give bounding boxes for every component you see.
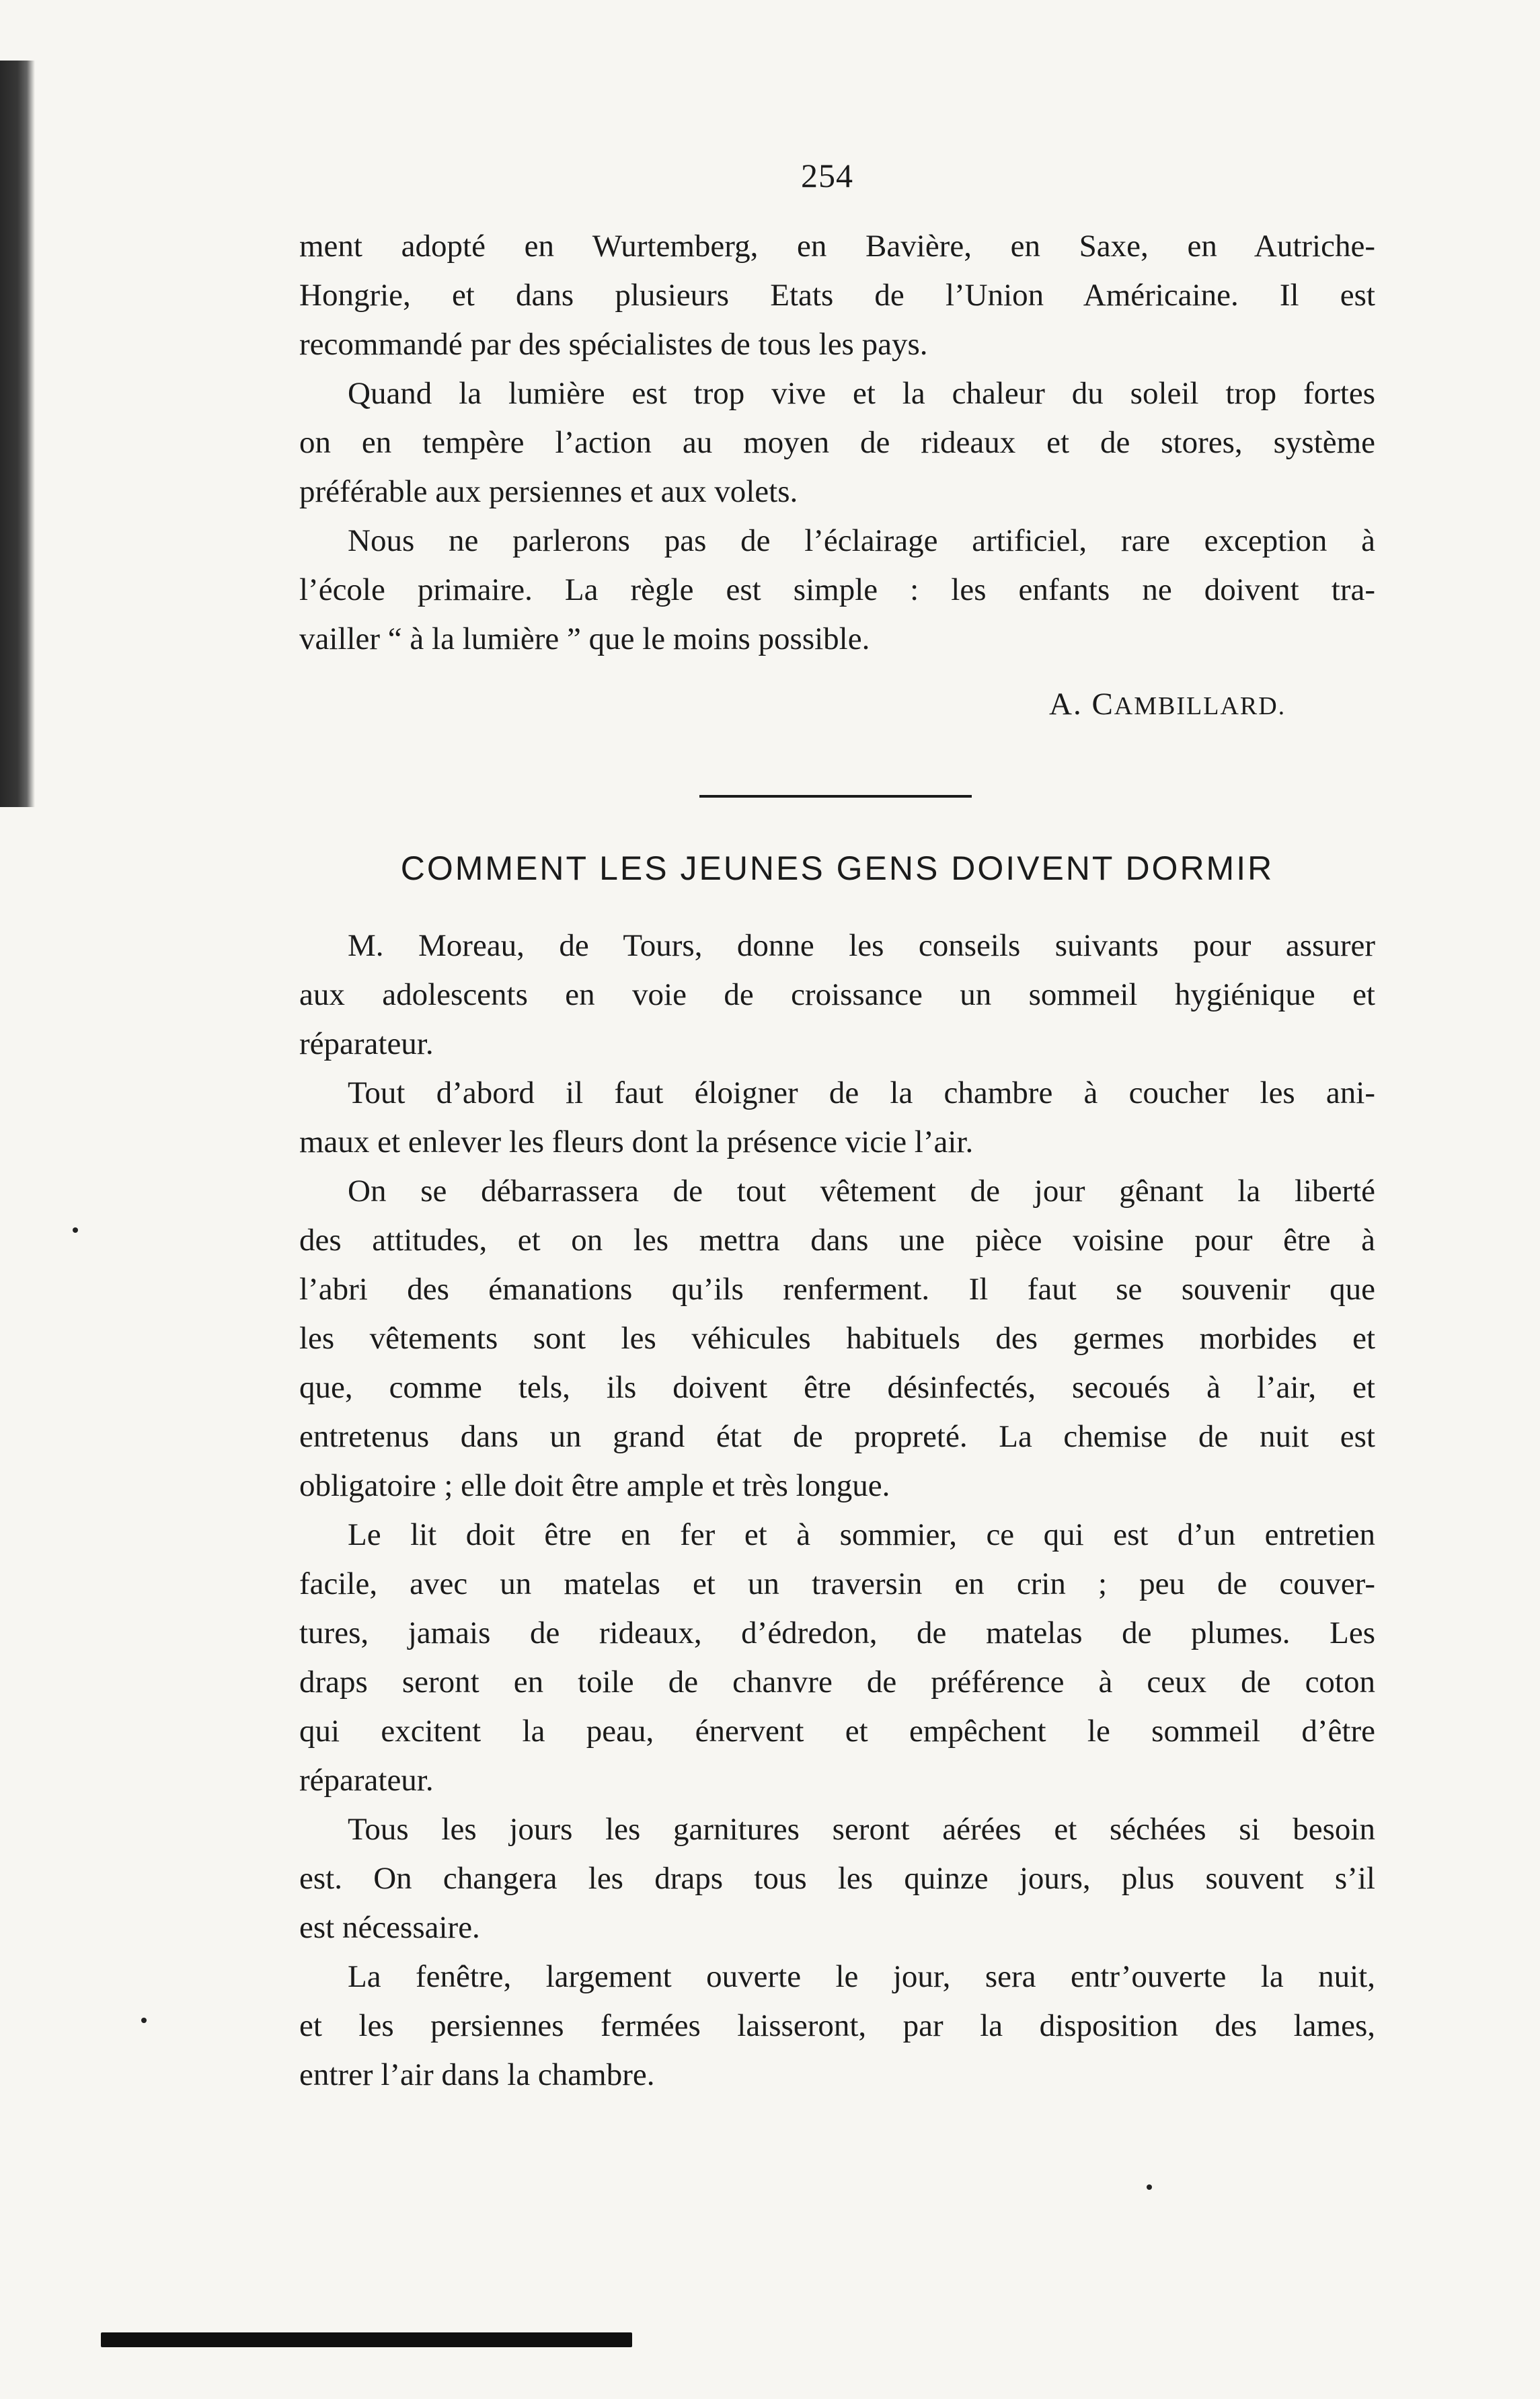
- text-line: facile, avec un matelas et un traversin en crin ; peu de couver-: [299, 1566, 1375, 1601]
- text-line: préférable aux persiennes et aux volets.: [299, 474, 798, 509]
- text-line: réparateur.: [299, 1763, 434, 1798]
- text-line: aux adolescents en voie de croissance un sommeil hygiénique et: [299, 977, 1375, 1012]
- signature-initial: A. C: [1049, 687, 1114, 722]
- text-line: des attitudes, et on les mettra dans une pièce voisine pour être à: [299, 1223, 1375, 1258]
- text-line: qui excitent la peau, énervent et empêchent le sommeil d’être: [299, 1714, 1375, 1749]
- author-signature: [1049, 686, 1286, 722]
- text-line: Tous les jours les garnitures seront aérées et séchées si besoin: [348, 1812, 1375, 1847]
- text-line: M. Moreau, de Tours, donne les conseils suivants pour assurer: [348, 928, 1375, 963]
- text-line: on en tempère l’action au moyen de rideaux et de stores, système: [299, 425, 1375, 460]
- text-line: est nécessaire.: [299, 1910, 480, 1945]
- text-line: et les persiennes fermées laisseront, par la disposition des lames,: [299, 2008, 1375, 2043]
- text-line: draps seront en toile de chanvre de préférence à ceux de coton: [299, 1665, 1375, 1700]
- article-title: COMMENT LES JEUNES GENS DOIVENT DORMIR: [400, 849, 1274, 887]
- text-line: Quand la lumière est trop vive et la chaleur du soleil trop fortes: [348, 376, 1375, 411]
- text-line: Hongrie, et dans plusieurs Etats de l’Union Américaine. Il est: [299, 278, 1375, 313]
- text-line: maux et enlever les fleurs dont la présence vicie l’air.: [299, 1125, 974, 1159]
- text-line: est. On changera les draps tous les quinze jours, plus souvent s’il: [299, 1861, 1375, 1896]
- text-line: entrer l’air dans la chambre.: [299, 2057, 655, 2092]
- text-line: recommandé par des spécialistes de tous les pays.: [299, 327, 928, 362]
- previous-article-text: [299, 222, 1375, 664]
- signature-surname: AMBILLARD.: [1114, 692, 1286, 720]
- text-line: réparateur.: [299, 1026, 434, 1061]
- text-line: Tout d’abord il faut éloigner de la chambre à coucher les ani-: [348, 1075, 1375, 1110]
- scan-speck: [141, 2018, 147, 2023]
- page-number: 254: [801, 157, 853, 194]
- text-line: Nous ne parlerons pas de l’éclairage artificiel, rare exception à: [348, 523, 1375, 558]
- text-line: que, comme tels, ils doivent être désinfectés, secoués à l’air, et: [299, 1370, 1375, 1405]
- text-line: ment adopté en Wurtemberg, en Bavière, en Saxe, en Autriche-: [299, 229, 1375, 264]
- text-line: Le lit doit être en fer et à sommier, ce qui est d’un entretien: [348, 1517, 1375, 1552]
- text-line: les vêtements sont les véhicules habituels des germes morbides et: [299, 1321, 1375, 1356]
- section-divider: [699, 795, 972, 798]
- text-line: l’école primaire. La règle est simple : les enfants ne doivent tra-: [299, 572, 1375, 607]
- scan-speck: [73, 1227, 78, 1233]
- text-line: vailler “ à la lumière ” que le moins possible.: [299, 621, 870, 656]
- text-line: entretenus dans un grand état de propreté. La chemise de nuit est: [299, 1419, 1375, 1454]
- text-line: On se débarrassera de tout vêtement de jour gênant la liberté: [348, 1174, 1375, 1209]
- text-line: l’abri des émanations qu’ils renferment. Il faut se souvenir que: [299, 1272, 1375, 1307]
- text-line: La fenêtre, largement ouverte le jour, sera entr’ouverte la nuit,: [348, 1959, 1375, 1994]
- article-text: [299, 921, 1375, 2100]
- text-line: obligatoire ; elle doit être ample et très longue.: [299, 1468, 890, 1503]
- scan-speck: [1147, 2184, 1152, 2190]
- scan-binding-shadow: [0, 61, 35, 807]
- scan-bottom-bar: [101, 2332, 632, 2347]
- text-line: tures, jamais de rideaux, d’édredon, de matelas de plumes. Les: [299, 1615, 1375, 1650]
